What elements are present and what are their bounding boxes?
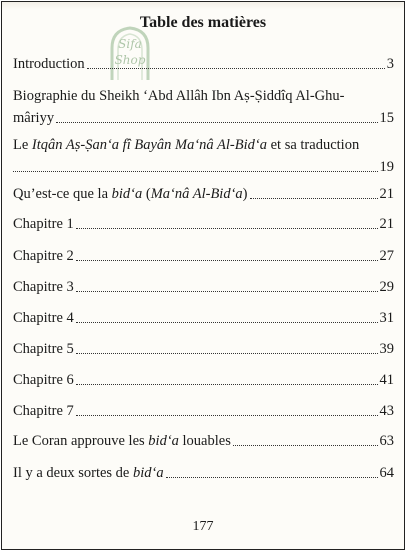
toc-page-number: 21 xyxy=(379,186,394,202)
dot-leader xyxy=(13,171,378,172)
toc-entry xyxy=(13,462,394,484)
toc-entry xyxy=(13,307,394,329)
toc-entry-label-line1: Le Itqân Aṣ-Ṣan‘a fî Bayân Ma‘nâ Al-Bid‘a et sa traduction xyxy=(13,137,360,153)
toc-entry-label: Il y a deux sortes de bid‘a xyxy=(13,465,164,481)
dot-leader xyxy=(233,445,378,446)
toc-page-number: 27 xyxy=(379,248,394,264)
toc-page-number: 3 xyxy=(386,56,394,72)
toc-entry xyxy=(13,213,394,235)
toc-entry xyxy=(13,430,394,452)
toc-page-number: 29 xyxy=(379,279,394,295)
dot-leader xyxy=(76,415,378,416)
toc-page-number: 31 xyxy=(379,310,394,326)
toc-entry xyxy=(13,400,394,422)
page-title: Table des matières xyxy=(139,14,267,31)
toc-page-number: 21 xyxy=(379,216,394,232)
toc-entry xyxy=(13,276,394,298)
watermark-line1: Sifa xyxy=(118,37,142,51)
toc-entry xyxy=(13,369,394,391)
toc-entry-label: Chapitre 7 xyxy=(13,403,74,419)
toc-entry-label: mâriyy xyxy=(13,110,55,126)
toc-entry xyxy=(13,245,394,267)
toc-entry xyxy=(13,183,394,205)
toc-page-number: 64 xyxy=(379,465,394,481)
toc-entry-label-line1: Biographie du Sheikh ‘Abd Allâh Ibn Aṣ-Ṣiddîq Al-Ghu- xyxy=(13,88,345,104)
dot-leader xyxy=(76,384,378,385)
toc-page-number: 41 xyxy=(379,372,394,388)
dot-leader xyxy=(76,322,378,323)
toc-entry-label: Chapitre 3 xyxy=(13,279,74,295)
toc-page-number: 63 xyxy=(379,433,394,449)
page-top-bleed xyxy=(2,2,404,10)
toc-entry xyxy=(13,338,394,360)
dot-leader xyxy=(56,122,377,123)
watermark-line2: Shop xyxy=(114,53,146,67)
dot-leader xyxy=(166,477,378,478)
dot-leader xyxy=(76,260,378,261)
toc-entry-label: Chapitre 6 xyxy=(13,372,74,388)
toc-page-number: 39 xyxy=(379,341,394,357)
toc-entry xyxy=(13,85,394,129)
toc-entry-label: Le Coran approuve les bid‘a louables xyxy=(13,433,231,449)
toc-entry-label: Introduction xyxy=(13,56,85,72)
toc-entry-label: Chapitre 1 xyxy=(13,216,74,232)
toc-entry-label: Chapitre 2 xyxy=(13,248,74,264)
page-folio-number: 177 xyxy=(192,519,214,534)
dot-leader xyxy=(76,291,378,292)
toc-entry-label: Chapitre 4 xyxy=(13,310,74,326)
toc-page-number: 19 xyxy=(379,159,394,175)
toc-entry-label: Qu’est-ce que la bid‘a (Ma‘nâ Al-Bid‘a) xyxy=(13,186,248,202)
dot-leader xyxy=(250,198,378,199)
toc-page-number: 43 xyxy=(379,403,394,419)
toc-entry xyxy=(13,134,394,178)
toc-entry xyxy=(13,53,394,75)
dot-leader xyxy=(87,68,385,69)
dot-leader xyxy=(76,353,378,354)
toc-page-number: 15 xyxy=(379,110,394,126)
dot-leader xyxy=(76,228,378,229)
book-page xyxy=(1,1,405,550)
toc-entry-label: Chapitre 5 xyxy=(13,341,74,357)
